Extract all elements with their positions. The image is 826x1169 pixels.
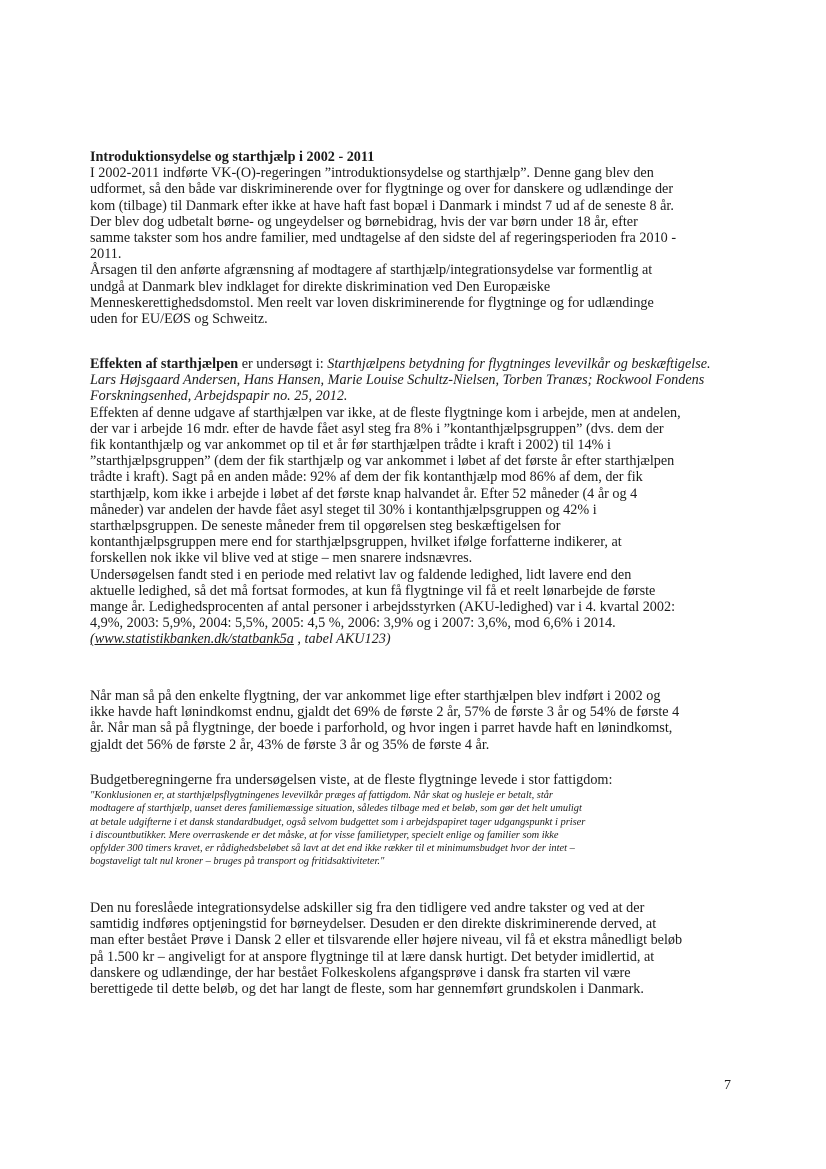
paragraph-line: der var i arbejde 16 mdr. efter de havde fået asyl steg fra 8% i ”kontanthjælpsgruppen” (dvs. dem der: [90, 420, 664, 437]
effekten-lead-bold: Effekten af starthjælpen: [90, 356, 239, 372]
citation-title: Starthjælpens betydning for flygtninges levevilkår og beskæftigelse.: [327, 356, 711, 372]
paragraph-line: undgå at Danmark blev indklaget for direkte diskrimination ved Den Europæiske: [90, 278, 551, 295]
paragraph-line: gjaldt det 56% de første 2 år, 43% de første 3 år og 35% de første 4 år.: [90, 736, 490, 753]
paragraph-line: ”starthjælpsgruppen” (dem der fik starthjælp og var ankommet i løbet af det første år efter starthjælpen: [90, 453, 675, 470]
paragraph-line: kontanthjælpsgruppen mere end for starthjælpsgruppen, hvilket ifølge forfatterne indikerer, at: [90, 534, 622, 551]
quote-line: bogstaveligt talt nul kroner – bruges på transport og fritidsaktiviteter.": [90, 856, 385, 868]
paragraph-line: 4,9%, 2003: 5,9%, 2004: 5,5%, 2005: 4,5 %, 2006: 3,9% og i 2007: 3,6%, mod 6,6% i 2014.: [90, 615, 616, 632]
paragraph-line: danskere og udlændinge, der har bestået Folkeskolens afgangsprøve i dansk fra starten vil være: [90, 964, 631, 981]
paragraph-line: samme takster som hos andre familier, med undtagelse af den sidste del af regeringsperioden fra 2010 -: [90, 230, 677, 247]
quote-line: "Konklusionen er, at starthjælpsflygtningenes levevilkår præges af fattigdom. Når skat og husleje er betalt, står: [90, 790, 553, 802]
paragraph-line: Årsagen til den anførte afgrænsning af modtagere af starthjælp/integrationsydelse var formentlig at: [90, 262, 653, 279]
effekten-lead-line: [90, 356, 750, 372]
paragraph-line: Undersøgelsen fandt sted i en periode med relativt lav og faldende ledighed, lidt lavere end den: [90, 566, 632, 583]
paragraph-line: kom (tilbage) til Danmark efter ikke at have haft fast bopæl i Danmark i mindst 7 ud af de seneste 8 år.: [90, 197, 674, 214]
paragraph-line: Budgetberegningerne fra undersøgelsen viste, at de fleste flygtninge levede i stor fattigdom:: [90, 772, 613, 788]
paragraph-line: Effekten af denne udgave af starthjælpen var ikke, at de fleste flygtninge kom i arbejde, men at andelen,: [90, 404, 681, 421]
section-enkelte-flygtning: [90, 688, 750, 753]
paragraph-line: Når man så på den enkelte flygtning, der var ankommet lige efter starthjælpen blev indført i 2002 og: [90, 688, 661, 704]
paragraph-line: måneder) var andelen der havde fået asyl steget til 30% i kontanthjælpsgruppen og 42% i: [90, 501, 597, 518]
paragraph-line: aktuelle ledighed, så det må fortsat formodes, at kun få flygtninge vil få et reelt lønarbejde de første: [90, 582, 656, 599]
paragraph-line: starthjælp, kom ikke i arbejde i løbet af det første knap halvandet år. Efter 52 måneder (4 år og 4: [90, 485, 638, 502]
paragraph-line: trådte i kraft). Sagt på en anden måde: 92% af dem der fik kontanthjælp mod 86% af dem, der fik: [90, 469, 643, 486]
section-heading: Introduktionsydelse og starthjælp i 2002 - 2011: [90, 149, 375, 165]
paragraph-line: på 1.500 kr – angiveligt for at anspore flygtninge til at lære dansk hurtigt. Det betyder imidlertid, at: [90, 948, 655, 965]
section-introduktionsydelse: [90, 149, 750, 327]
paragraph-line: udformet, så den både var diskriminerende over for flygtninge og over for danskere og udlændinge der: [90, 181, 674, 198]
section-integrationsydelse: [90, 900, 750, 997]
paragraph-line: uden for EU/EØS og Schweitz.: [90, 311, 268, 328]
section-budgetberegninger: [90, 772, 750, 868]
citation-line: Lars Højsgaard Andersen, Hans Hansen, Marie Louise Schultz-Nielsen, Torben Tranæs; Rockwool Fondens: [90, 372, 705, 389]
citation-line: Forskningsenhed, Arbejdspapir no. 25, 2012.: [90, 388, 348, 405]
paragraph-line: 2011.: [90, 246, 122, 263]
quote-line: at betale udgifterne i et dansk standardbudget, også selvom budgettet som i arbejdspapiret tager udgangspunkt i priser: [90, 816, 586, 828]
paragraph-line: samtidig indføres optjeningstid for børneydelser. Desuden er den direkte diskriminerende derved, at: [90, 916, 657, 933]
paragraph-line: starthælpsgruppen. De seneste måneder frem til opgørelsen steg beskæftigelsen for: [90, 518, 561, 535]
effekten-lead-text: er undersøgt i:: [238, 356, 328, 372]
paragraph-line: fik kontanthjælp og var ankommet op til et år før starthjælpen trådte i kraft i 2002) til 14% i: [90, 437, 611, 454]
section-effekten: [90, 356, 750, 648]
paragraph-line: mange år. Ledighedsprocenten af antal personer i arbejdsstyrken (AKU-ledighed) var i 4. kvartal 2002:: [90, 599, 676, 616]
paragraph-line: Der blev dog udbetalt børne- og ungeydelser og børnebidrag, hvis der var børn under 18 år, efter: [90, 213, 638, 230]
paragraph-line: Den nu foreslåede integrationsydelse adskiller sig fra den tidligere ved andre takster og ved at der: [90, 900, 645, 916]
paragraph-line: ikke havde haft lønindkomst endnu, gjaldt det 69% de første 2 år, 57% de første 3 år og 54% de første 4: [90, 704, 680, 721]
page-number: 7: [724, 1078, 731, 1093]
paragraph-line: I 2002-2011 indførte VK-(O)-regeringen ”introduktionsydelse og starthjælp”. Denne gang blev den: [90, 165, 654, 182]
quote-line: i discountbutikker. Mere overraskende er det måske, at for visse familietyper, specielt enlige og familier som ikke: [90, 829, 559, 841]
quote-line: opfylder 300 timers kravet, er rådighedsbeløbet så lavt at det end ikke rækker til et minimumsbudget hvor der intet –: [90, 843, 575, 855]
paragraph-line: man efter bestået Prøve i Dansk 2 eller et tilsvarende eller højere niveau, vil få et ekstra månedligt beløb: [90, 932, 683, 949]
quote-line: modtagere af starthjælp, uanset deres familiemæssige situation, således tilbage med et beløb, som gør det helt umuligt: [90, 803, 582, 815]
paragraph-line: forskellen nok ikke vil blive ved at stige – men snarere indsnævres.: [90, 550, 473, 567]
paragraph-line: år. Når man så på flygtninge, der boede i parforhold, og hvor ingen i parret havde haft en lønindkomst,: [90, 720, 673, 737]
paragraph-line: Menneskerettighedsdomstol. Men reelt var loven diskriminerende for flygtninge og for udlændinge: [90, 294, 654, 311]
source-line: [90, 631, 750, 647]
source-table: , tabel AKU123): [293, 631, 391, 648]
paragraph-line: berettigede til dette beløb, og det har langt de fleste, som har gennemført grundskolen i Danmark.: [90, 981, 644, 998]
statistikbanken-link[interactable]: (www.statistikbanken.dk/statbank5a: [90, 631, 294, 648]
